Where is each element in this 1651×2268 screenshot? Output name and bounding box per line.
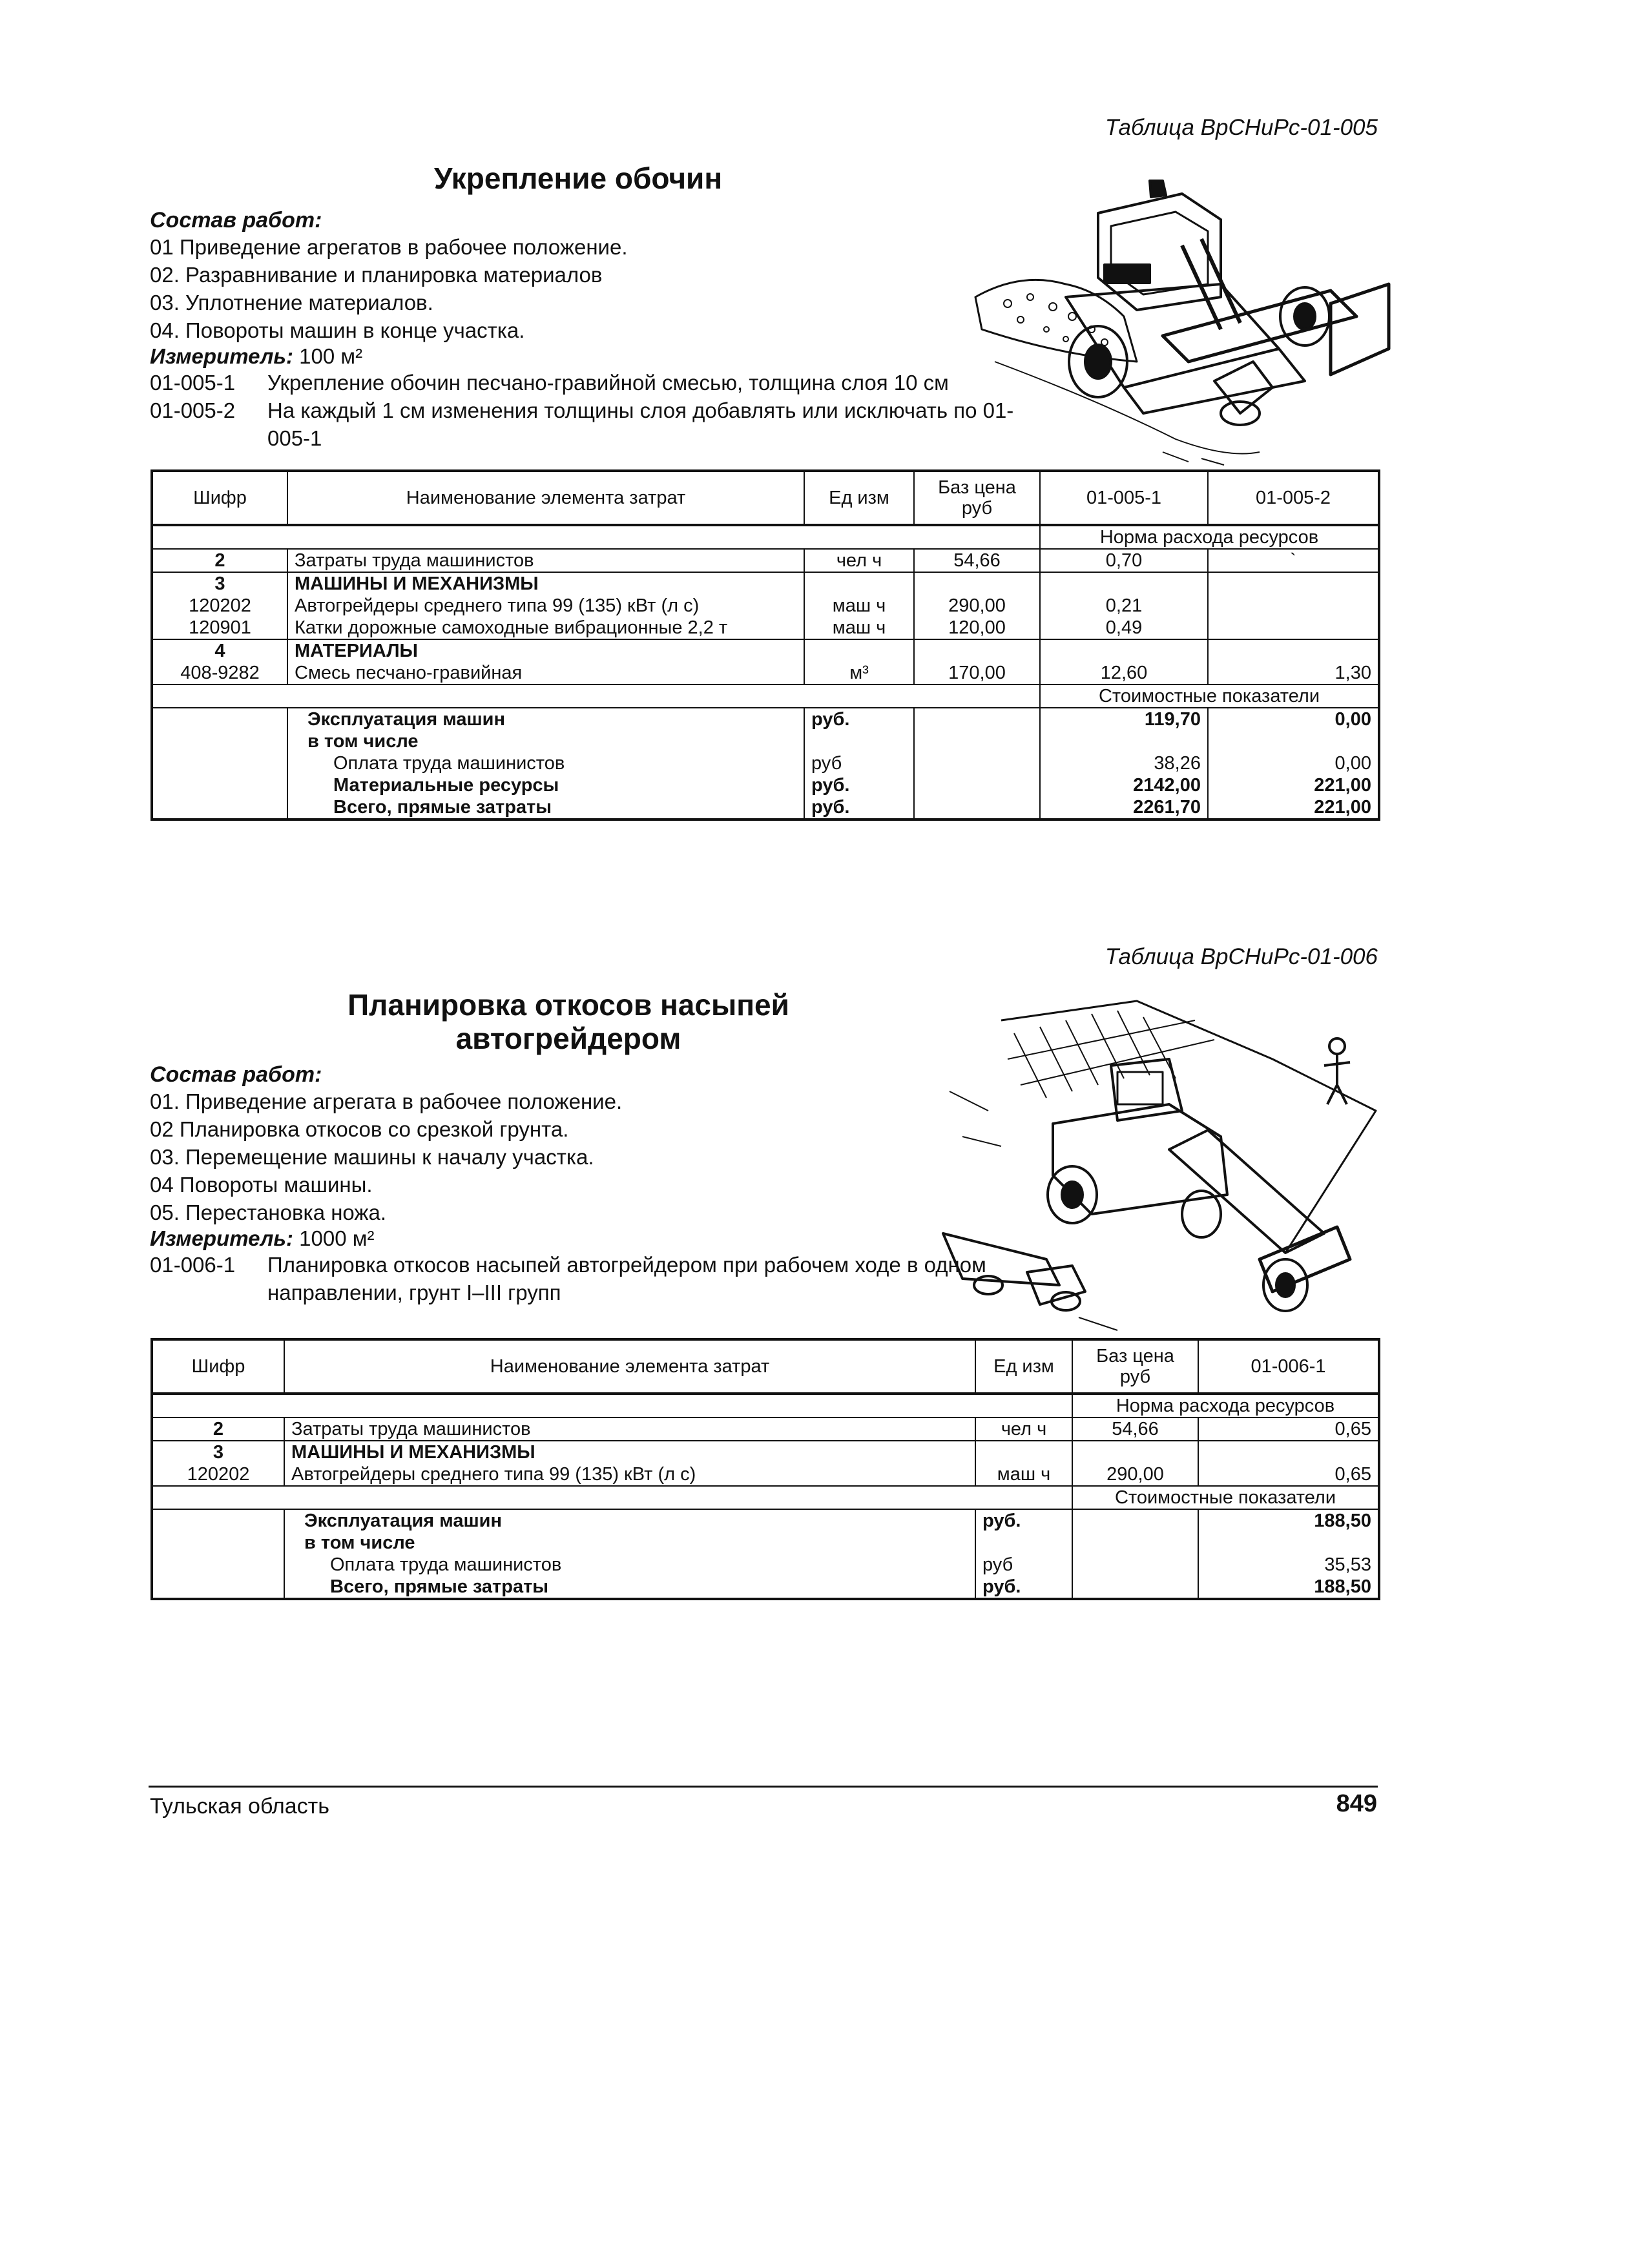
cost-value: 2142,00 (1040, 774, 1208, 796)
cell-name: Автогрейдеры среднего типа 99 (135) кВт (л с) (287, 595, 804, 617)
table-row (152, 617, 1379, 639)
cell-shifr: 3 (152, 572, 287, 595)
cost-label: Стоимостные показатели (1072, 1486, 1379, 1509)
cell-price: 120,00 (914, 617, 1040, 639)
slope-grader-drawing (924, 982, 1402, 1343)
header-price: Баз цена руб (914, 471, 1040, 525)
code-text: Укрепление обочин песчано-гравийной смесью, толщина слоя 10 см (267, 371, 949, 395)
cell-name: Автогрейдеры среднего типа 99 (135) кВт (л с) (284, 1463, 975, 1486)
cost-row (152, 1509, 1379, 1532)
code-number: 01-005-2 (150, 398, 236, 422)
resource-table-2 (151, 1338, 1380, 1600)
table2-description (150, 1062, 990, 1306)
table2-title-line2: автогрейдером (455, 1022, 681, 1055)
norm-label-row (152, 525, 1379, 549)
cost-row (152, 774, 1379, 796)
work-list (150, 1088, 990, 1226)
cell-price: 54,66 (914, 549, 1040, 572)
work-item: 05. Перестановка ножа. (150, 1201, 387, 1224)
cell-unit: чел ч (975, 1418, 1072, 1441)
table-header-row (152, 471, 1379, 525)
cell-value: 12,60 (1040, 662, 1208, 685)
cost-value: 0,00 (1208, 708, 1379, 730)
grader-drawing (969, 168, 1395, 471)
cost-name: Оплата труда машинистов (284, 1554, 975, 1576)
cost-label-row (152, 1486, 1379, 1509)
norm-label: Норма расхода ресурсов (1040, 525, 1379, 549)
cost-value: 221,00 (1208, 774, 1379, 796)
work-item: 02. Разравнивание и планировка материалов (150, 263, 603, 287)
code-row (150, 397, 1019, 452)
table-row (152, 662, 1379, 685)
cell-value: 1,30 (1208, 662, 1379, 685)
work-item: 02 Планировка откосов со срезкой грунта. (150, 1117, 569, 1141)
cell-shifr: 2 (152, 1418, 284, 1441)
table1-description (150, 208, 1015, 452)
cost-value: 188,50 (1198, 1576, 1379, 1599)
table2-title (278, 988, 859, 1055)
work-list (150, 233, 1015, 344)
code-number: 01-005-1 (150, 371, 236, 395)
header-col1: 01-006-1 (1198, 1339, 1379, 1394)
cost-unit: руб. (975, 1509, 1072, 1532)
footer-region: Тульская область (150, 1794, 329, 1819)
header-price: Баз цена руб (1072, 1339, 1198, 1394)
norm-label-row (152, 1394, 1379, 1418)
cell-name: Смесь песчано-гравийная (287, 662, 804, 685)
cost-row (152, 708, 1379, 730)
table-row (152, 572, 1379, 595)
cost-row (152, 1554, 1379, 1576)
cost-name: в том числе (284, 1532, 975, 1554)
cost-row (152, 1576, 1379, 1599)
work-item: 03. Перемещение машины к началу участка. (150, 1145, 594, 1169)
meter (150, 1226, 990, 1251)
cell-shifr: 120202 (152, 595, 287, 617)
norm-label: Норма расхода ресурсов (1072, 1394, 1379, 1418)
code-number: 01-006-1 (150, 1253, 236, 1277)
code-list (150, 1251, 990, 1306)
cost-name: Эксплуатация машин (287, 708, 804, 730)
cost-value: 38,26 (1040, 752, 1208, 774)
cost-name: в том числе (287, 730, 804, 752)
meter-label: Измеритель: (150, 344, 293, 368)
meter-value: 100 м² (299, 344, 363, 368)
cost-unit: руб (804, 752, 914, 774)
cost-unit: руб. (804, 796, 914, 820)
cost-name: Эксплуатация машин (284, 1509, 975, 1532)
cell-unit: маш ч (804, 617, 914, 639)
code-row (150, 1251, 990, 1306)
code-text: Планировка откосов насыпей автогрейдером при рабочем ходе в одном направлении, грунт I–III групп (267, 1253, 986, 1304)
table-row (152, 549, 1379, 572)
cost-value: 2261,70 (1040, 796, 1208, 820)
sostav-heading: Состав работ: (150, 1062, 322, 1087)
cell-shifr: 2 (152, 549, 287, 572)
page-number: 849 (1336, 1790, 1377, 1817)
cell-name: Затраты труда машинистов (284, 1418, 975, 1441)
cell-name: МАТЕРИАЛЫ (287, 639, 804, 662)
cell-value: 0,21 (1040, 595, 1208, 617)
work-item: 04. Повороты машин в конце участка. (150, 318, 525, 342)
cell-name: МАШИНЫ И МЕХАНИЗМЫ (284, 1441, 975, 1463)
header-col1: 01-005-1 (1040, 471, 1208, 525)
cost-unit: руб. (804, 774, 914, 796)
meter-label: Измеритель: (150, 1226, 293, 1250)
code-list (150, 369, 1015, 452)
table-row (152, 639, 1379, 662)
cell-shifr: 3 (152, 1441, 284, 1463)
resource-table-1 (151, 469, 1380, 821)
header-unit: Ед изм (975, 1339, 1072, 1394)
cost-value: 119,70 (1040, 708, 1208, 730)
cost-label-row (152, 685, 1379, 708)
table-header-row (152, 1339, 1379, 1394)
cell-unit: маш ч (804, 595, 914, 617)
cell-value: 0,65 (1198, 1463, 1379, 1486)
work-item: 03. Уплотнение материалов. (150, 291, 433, 314)
cell-unit: м³ (804, 662, 914, 685)
header-col2: 01-005-2 (1208, 471, 1379, 525)
cell-shifr: 120202 (152, 1463, 284, 1486)
cost-name: Всего, прямые затраты (287, 796, 804, 820)
cell-name: МАШИНЫ И МЕХАНИЗМЫ (287, 572, 804, 595)
cell-value: 0,65 (1198, 1418, 1379, 1441)
cost-unit: руб (975, 1554, 1072, 1576)
cost-row (152, 730, 1379, 752)
header-name: Наименование элемента затрат (287, 471, 804, 525)
cell-price: 54,66 (1072, 1418, 1198, 1441)
cost-value: 221,00 (1208, 796, 1379, 820)
header-name: Наименование элемента затрат (284, 1339, 975, 1394)
table1-caption: Таблица ВрСНиРс-01-005 (1105, 115, 1378, 140)
cell-price: 170,00 (914, 662, 1040, 685)
cell-shifr: 4 (152, 639, 287, 662)
cell-unit: чел ч (804, 549, 914, 572)
footer-divider (149, 1786, 1378, 1788)
header-unit: Ед изм (804, 471, 914, 525)
cell-name: Затраты труда машинистов (287, 549, 804, 572)
meter-value: 1000 м² (299, 1226, 375, 1250)
cell-value: 0,49 (1040, 617, 1208, 639)
header-shifr: Шифр (152, 1339, 284, 1394)
table2-caption: Таблица ВрСНиРс-01-006 (1105, 944, 1378, 969)
cost-name: Оплата труда машинистов (287, 752, 804, 774)
cost-name: Материальные ресурсы (287, 774, 804, 796)
slope-grader-illustration (924, 982, 1402, 1343)
cell-unit: маш ч (975, 1463, 1072, 1486)
meter (150, 344, 1015, 369)
cost-row (152, 752, 1379, 774)
cost-row (152, 796, 1379, 820)
table2-title-line1: Планировка откосов насыпей (348, 988, 789, 1022)
table-row (152, 1463, 1379, 1486)
work-item: 01 Приведение агрегатов в рабочее положение. (150, 235, 628, 259)
cost-unit: руб. (975, 1576, 1072, 1599)
work-item: 04 Повороты машины. (150, 1173, 373, 1197)
table1-title: Укрепление обочин (433, 161, 723, 195)
cell-price: 290,00 (914, 595, 1040, 617)
header-shifr: Шифр (152, 471, 287, 525)
cost-row (152, 1532, 1379, 1554)
cell-value: 0,70 (1040, 549, 1208, 572)
cost-value: 35,53 (1198, 1554, 1379, 1576)
grader-illustration (969, 168, 1395, 471)
sostav-heading: Состав работ: (150, 208, 322, 232)
table-row (152, 1441, 1379, 1463)
cost-unit: руб. (804, 708, 914, 730)
table-row (152, 1418, 1379, 1441)
cell-value: ` (1208, 549, 1379, 572)
cost-value: 188,50 (1198, 1509, 1379, 1532)
cell-name: Катки дорожные самоходные вибрационные 2,2 т (287, 617, 804, 639)
cost-name: Всего, прямые затраты (284, 1576, 975, 1599)
cost-label: Стоимостные показатели (1040, 685, 1379, 708)
cell-shifr: 120901 (152, 617, 287, 639)
cell-price: 290,00 (1072, 1463, 1198, 1486)
code-row (150, 369, 1015, 397)
table-row (152, 595, 1379, 617)
work-item: 01. Приведение агрегата в рабочее положение. (150, 1089, 623, 1113)
cost-value: 0,00 (1208, 752, 1379, 774)
cell-shifr: 408-9282 (152, 662, 287, 685)
code-text: На каждый 1 см изменения толщины слоя добавлять или исключать по 01-005-1 (267, 398, 1014, 450)
